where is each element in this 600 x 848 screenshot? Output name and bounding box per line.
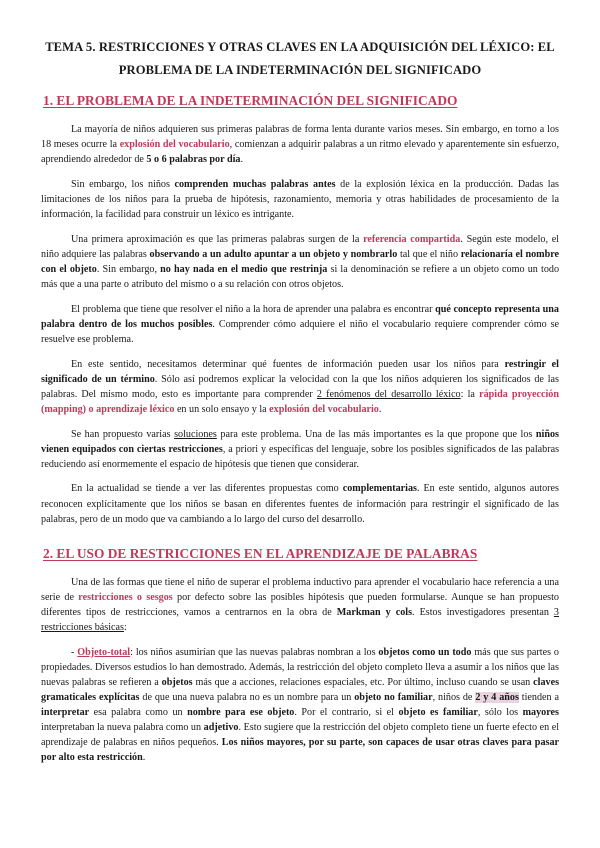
highlight-term: rápida proyección (mapping) o aprendizaje léxico	[41, 388, 559, 415]
text: , comienzan a adquirir palabras a un ritmo elevado y aparentemente sin esfuerzo, aprendiendo alrededor de	[41, 139, 560, 166]
title-line-2: PROBLEMA DE LA INDETERMINACIÓN DEL SIGNIFICADO	[118, 63, 482, 77]
text: El problema que tiene que resolver el niño a la hora de aprender una palabra es encontrar	[71, 303, 436, 315]
text: más que a acciones, relaciones espaciales, etc. Por último, incluso cuando se usan	[192, 676, 534, 688]
bold-phrase: mayores	[522, 707, 559, 719]
text: . En este sentido, algunos autores reconocen explícitamente que los niños se basan en diferentes fuentes de información para restringir el significado de las palabras, pero de un modo que va cambiando a lo largo del curso del desarrollo.	[41, 483, 559, 525]
bold-phrase: Markman y cols	[336, 606, 413, 618]
bold-phrase: no hay nada en el medio que restrinja	[160, 263, 328, 275]
text: , a priori y específicas del lenguaje, sobre los posibles significados de las palabras reduciendo así enormemente el espacio de hipótesis que tienen que considerar.	[41, 443, 560, 470]
bold-phrase: relacionaría el nombre con el objeto	[41, 248, 560, 275]
section-2-paragraph-2	[41, 645, 559, 766]
highlight-term: explosión del vocabulario	[269, 403, 379, 415]
text: . Sin embargo,	[96, 263, 161, 275]
text: En la actualidad se tiende a ver las diferentes propuestas como	[71, 483, 343, 495]
list-dash: -	[71, 646, 78, 658]
section-1-paragraph-5	[41, 357, 559, 417]
title-line-1: TEMA 5. RESTRICCIONES Y OTRAS CLAVES EN LA ADQUISICIÓN DEL LÉXICO: EL	[45, 40, 555, 54]
text: en un solo ensayo y la	[174, 403, 270, 415]
underlined-phrase: 3 restricciones básicas	[41, 606, 559, 633]
bold-phrase: objetos como un todo	[378, 646, 472, 658]
text: . Según este modelo, el niño adquiere las palabras	[41, 233, 559, 260]
bold-phrase: claves gramaticales explícitas	[41, 676, 560, 703]
section-2-paragraph-1	[41, 575, 559, 635]
text: , niños de	[432, 691, 476, 703]
text: de la explosión léxica en la producción. Dadas las limitaciones de los niños para la prueba de hipótesis, razonamiento, memoria y otras habilidades de procesamiento de la información, la facilidad para construir un léxico es intrigante.	[41, 178, 559, 221]
section-1-heading: 1. EL PROBLEMA DE LA INDETERMINACIÓN DEL SIGNIFICADO	[43, 93, 458, 108]
text: para este problema. Una de las más importantes es la que propone que los	[216, 428, 536, 440]
text: más que sus partes o propiedades. Diversos estudios lo han demostrado. Además, la restricción del objeto completo lleva a asumir a los niños que las nuevas palabras se refieren a	[41, 646, 559, 688]
marked-phrase: 2 y 4 años	[475, 691, 519, 703]
text: tienden a	[518, 691, 560, 703]
text: En este sentido, necesitamos determinar qué fuentes de información pueden usar los niños para	[71, 358, 505, 370]
section-1-paragraph-3	[41, 232, 559, 292]
text: si la denominación se refiere a un objeto como un todo más que a una parte o atributo del mismo o a su relación con otros objetos.	[41, 263, 560, 291]
underlined-phrase: 2 fenómenos del desarrollo léxico	[316, 388, 461, 400]
section-1-paragraph-4	[41, 302, 559, 347]
bold-phrase: interpretar	[41, 707, 90, 719]
text: .	[240, 154, 244, 166]
bold-phrase: restringir el significado de un término	[41, 358, 559, 385]
text: .	[142, 752, 146, 764]
text: interpretaban la nueva palabra como un	[41, 722, 204, 734]
text: .	[378, 403, 382, 415]
text: de que una nueva palabra no es un nombre para un	[139, 691, 355, 703]
text: , sólo los	[477, 707, 523, 719]
text: . Sólo así podremos explicar la velocidad con la que los niños adquieren los significados de las palabras. Del mismo modo, esto es importante para comprender	[41, 373, 559, 400]
text: La mayoría de niños adquieren sus primeras palabras de forma lenta durante varios meses. Sin embargo, en torno a los 18 meses ocurre la	[41, 124, 559, 151]
bold-phrase: objeto no familiar	[354, 691, 433, 703]
bold-phrase: niños vienen equipados con ciertas restricciones	[41, 428, 559, 455]
section-1-paragraph-2	[41, 177, 559, 222]
text: esa palabra como un	[89, 707, 188, 719]
text: Una de las formas que tiene el niño de superar el problema inductivo para aprender el vocabulario hace referencia a una serie de	[41, 576, 559, 603]
highlight-term: restricciones o sesgos	[78, 591, 173, 603]
document-title	[41, 36, 559, 82]
bold-phrase: objeto es familiar	[398, 707, 478, 719]
section-1-paragraph-6	[41, 427, 559, 472]
text: Una primera aproximación es que las primeras palabras surgen de la	[71, 233, 364, 245]
text: :	[123, 622, 127, 633]
bold-phrase: 5 o 6 palabras por día	[146, 154, 241, 166]
highlight-term: referencia compartida	[363, 233, 461, 245]
text: tal que el niño	[397, 248, 461, 260]
bold-phrase: qué concepto representa una palabra dentro de los muchos posibles	[41, 303, 559, 330]
bold-phrase: observando a un adulto apuntar a un objeto y nombrarlo	[149, 248, 398, 260]
text: : la	[460, 388, 480, 400]
section-1-paragraph-7	[41, 481, 559, 526]
bold-phrase: Los niños mayores, por su parte, son capaces de usar otras claves para pasar por alto esta restricción	[41, 737, 560, 764]
text: . Esto sugiere que la restricción del objeto completo tiene un fuerte efecto en el aprendizaje de palabras en niños pequeños.	[41, 722, 560, 749]
text: . Estos investigadores presentan	[412, 606, 554, 618]
text: Se han propuesto varias	[71, 428, 175, 440]
section-2-heading: 2. EL USO DE RESTRICCIONES EN EL APRENDIZAJE DE PALABRAS	[43, 545, 478, 561]
text: . Comprender cómo adquiere el niño el vocabulario requiere comprender cómo se resuelve ese problema.	[41, 318, 559, 345]
bold-phrase: comprenden muchas palabras antes	[174, 178, 336, 190]
underlined-phrase: soluciones	[174, 428, 217, 440]
bold-phrase: objetos	[161, 676, 193, 688]
text: . Por el contrario, si el	[294, 707, 399, 719]
bold-phrase: nombre para ese objeto	[187, 707, 295, 719]
text: : los niños asumirían que las nuevas palabras nombran a los	[130, 646, 379, 658]
highlight-term: explosión del vocabulario	[119, 139, 230, 151]
highlight-term: Objeto-total	[77, 646, 131, 658]
text: Sin embargo, los niños	[71, 178, 175, 190]
bold-phrase: complementarias	[342, 483, 417, 495]
text: por defecto sobre las posibles hipótesis que pueden formularse. Aunque se han propuesto diferentes tipos de restricciones, vamos a centrarnos en la obra de	[41, 591, 559, 618]
section-1-paragraph-1	[41, 122, 559, 167]
bold-phrase: adjetivo	[203, 722, 239, 734]
